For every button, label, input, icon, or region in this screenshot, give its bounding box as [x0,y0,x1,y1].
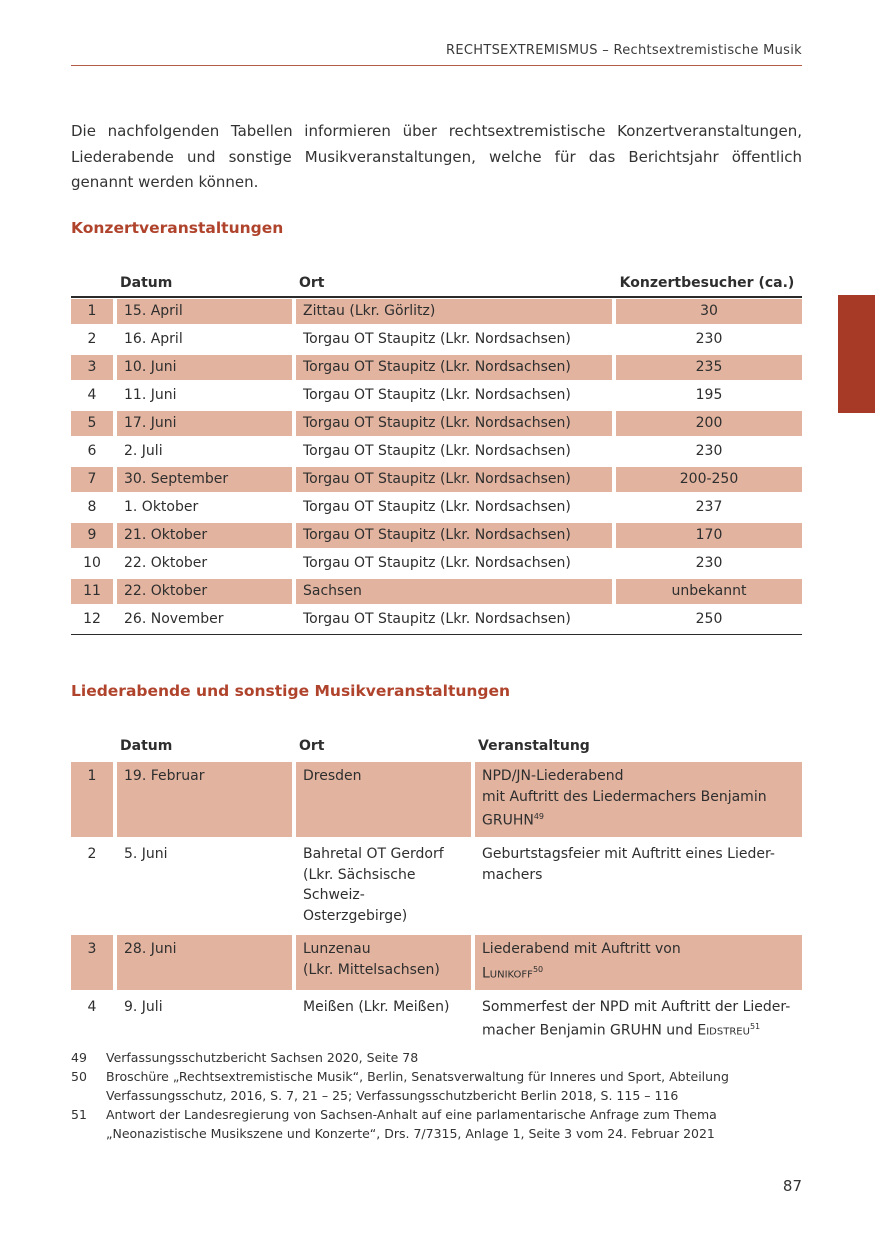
table-row [71,327,802,352]
row-veranstaltung [471,935,802,990]
row-ort: Zittau (Lkr. Görlitz) [292,299,612,324]
row-ort: Torgau OT Staupitz (Lkr. Nordsachsen) [292,439,612,464]
veranstaltung-text: GRUHN [482,812,534,829]
row-ort [292,762,471,837]
row-besucher: 237 [612,495,802,520]
table-row [71,495,802,520]
row-ort: Torgau OT Staupitz (Lkr. Nordsachsen) [292,411,612,436]
row-ort: Torgau OT Staupitz (Lkr. Nordsachsen) [292,551,612,576]
footnote [71,1048,802,1067]
col-veranstaltung: Veranstaltung [478,738,590,754]
footnote-number: 51 [71,1107,87,1122]
table-row [71,551,802,576]
intro-paragraph: Die nachfolgenden Tabellen informieren über rechtsextremistische Konzertveranstaltungen, Liederabende und sonstige Musikveranstaltungen, welche für das Berichtsjahr öffentlich genannt werden können. [71,122,802,191]
row-datum: 10. Juni [113,355,292,380]
table-row [71,840,802,932]
section-heading-konzerte: Konzertveranstaltungen [71,219,284,237]
table-row [71,993,802,1048]
row-veranstaltung [471,993,802,1048]
footnote-text: Antwort der Landesregierung von Sachsen-Anhalt auf eine parlamentarische Anfrage zum Thema „Neonazistische Musikszene und Konzerte“, Drs. 7/7315, Anlage 1, Seite 3 vom 24. Februar 2021 [106,1107,717,1141]
performer-name: Lunikoff [482,965,533,982]
row-datum: 21. Oktober [113,523,292,548]
konzert-table [71,270,802,635]
col-datum: Datum [120,738,173,754]
row-besucher: 200-250 [612,467,802,492]
row-number: 12 [83,611,101,627]
footnote [71,1067,802,1105]
ort-line: Bahretal OT Gerdorf [303,846,444,863]
veranstaltung-line [482,766,795,787]
footnotes [71,1048,802,1143]
ort-line: (Lkr. Sächsische [303,866,416,883]
row-ort: Sachsen [292,579,612,604]
veranstaltung-line [482,865,795,886]
footnote [71,1105,802,1143]
row-besucher: 30 [612,299,802,324]
row-ort: Torgau OT Staupitz (Lkr. Nordsachsen) [292,495,612,520]
row-ort [292,840,471,932]
section-heading-liederabende: Liederabende und sonstige Musikveranstaltungen [71,682,511,700]
performer-name: Eidstreu [697,1022,750,1039]
row-number: 11 [71,579,113,604]
table-bottom-rule [71,634,802,635]
veranstaltung-line [482,807,795,831]
veranstaltung-text: Sommerfest der NPD mit Auftritt der Lieder- [482,998,791,1015]
row-datum: 11. Juni [113,383,292,408]
row-ort [292,935,471,990]
page-number: 87 [782,1177,802,1195]
veranstaltung-line [482,787,795,808]
row-besucher: unbekannt [612,579,802,604]
footnote-ref[interactable]: 49 [533,812,545,821]
row-number: 2 [87,846,97,863]
row-datum: 17. Juni [113,411,292,436]
col-number [71,736,113,759]
veranstaltung-text: Geburtstagsfeier mit Auftritt eines Lieder- [482,846,775,863]
row-number: 1 [71,299,113,324]
row-besucher: 200 [612,411,802,436]
table-row [71,523,802,548]
col-ort: Ort [299,738,325,754]
row-datum: 28. Juni [113,935,292,990]
table-top-rule [71,296,802,298]
table-row [71,607,802,632]
veranstaltung-line [482,1017,795,1041]
row-number: 6 [87,443,97,459]
row-besucher: 235 [612,355,802,380]
row-ort: Torgau OT Staupitz (Lkr. Nordsachsen) [292,523,612,548]
table-row [71,411,802,436]
veranstaltung-text: NPD/JN-Liederabend [482,768,624,784]
row-veranstaltung [471,762,802,837]
row-besucher: 230 [612,439,802,464]
row-datum: 22. Oktober [113,579,292,604]
row-number: 2 [87,331,97,347]
row-datum: 9. Juli [113,993,292,1048]
ort-line: (Lkr. Mittelsachsen) [303,961,440,978]
col-besucher: Konzertbesucher (ca.) [619,275,795,291]
table-row [71,439,802,464]
ort-line: Meißen (Lkr. Meißen) [303,998,450,1015]
veranstaltung-text: macher Benjamin GRUHN und [482,1022,693,1039]
footnote-number: 49 [71,1050,87,1065]
table-row [71,762,802,837]
row-datum: 22. Oktober [113,551,292,576]
row-ort [292,993,471,1048]
row-veranstaltung [471,840,802,932]
table-row [71,383,802,408]
row-datum: 15. April [113,299,292,324]
row-ort: Torgau OT Staupitz (Lkr. Nordsachsen) [292,467,612,492]
veranstaltung-text: Liederabend mit Auftritt von [482,941,681,958]
footnote-text: Broschüre „Rechtsextremistische Musik“, Berlin, Senatsverwaltung für Inneres und Sport, Abteilung Verfassungsschutz, 2016, S. 7, 21 – 25; Verfassungsschutzbericht Berlin 2018, S. 115 – 116 [106,1069,729,1103]
veranstaltung-line [482,960,795,984]
ort-line: Schweiz-Osterzgebirge) [303,887,408,924]
table-row [71,935,802,990]
col-ort: Ort [299,275,325,291]
veranstaltung-line [482,997,795,1018]
row-number: 10 [83,555,101,571]
row-number: 8 [87,499,97,515]
ort-line: Dresden [303,768,362,784]
row-datum: 5. Juni [113,840,292,932]
row-besucher: 195 [612,383,802,408]
row-datum: 16. April [113,327,292,352]
row-datum: 30. September [113,467,292,492]
footnote-number: 50 [71,1069,87,1084]
row-number: 3 [71,935,113,990]
row-ort: Torgau OT Staupitz (Lkr. Nordsachsen) [292,383,612,408]
row-number: 1 [71,762,113,837]
col-datum: Datum [120,275,173,291]
table-row [71,355,802,380]
row-besucher: 250 [612,607,802,632]
liederabend-table [71,733,802,1050]
veranstaltung-text: machers [482,866,543,883]
row-besucher: 230 [612,327,802,352]
veranstaltung-text: mit Auftritt des Liedermachers Benjamin [482,788,767,805]
row-besucher: 230 [612,551,802,576]
row-ort: Torgau OT Staupitz (Lkr. Nordsachsen) [292,355,612,380]
row-number: 9 [71,523,113,548]
row-number: 4 [87,998,97,1015]
footnote-ref[interactable]: 50 [532,964,544,974]
row-datum: 19. Februar [113,762,292,837]
table-row [71,299,802,324]
row-number: 5 [71,411,113,436]
row-number: 3 [71,355,113,380]
row-besucher: 170 [612,523,802,548]
footnote-text: Verfassungsschutzbericht Sachsen 2020, Seite 78 [106,1050,419,1065]
chapter-tab-marker [838,295,875,413]
row-datum: 2. Juli [113,439,292,464]
row-datum: 1. Oktober [113,495,292,520]
veranstaltung-line [482,939,795,960]
row-ort: Torgau OT Staupitz (Lkr. Nordsachsen) [292,327,612,352]
veranstaltung-line [482,844,795,865]
footnote-ref[interactable]: 51 [749,1022,761,1032]
row-number: 4 [87,387,97,403]
row-number: 7 [71,467,113,492]
row-ort: Torgau OT Staupitz (Lkr. Nordsachsen) [292,607,612,632]
ort-line: Lunzenau [303,941,371,958]
row-datum: 26. November [113,607,292,632]
table-row [71,467,802,492]
col-number [71,273,113,296]
table-row [71,579,802,604]
running-header: RECHTSEXTREMISMUS – Rechtsextremistische Musik [71,43,802,66]
